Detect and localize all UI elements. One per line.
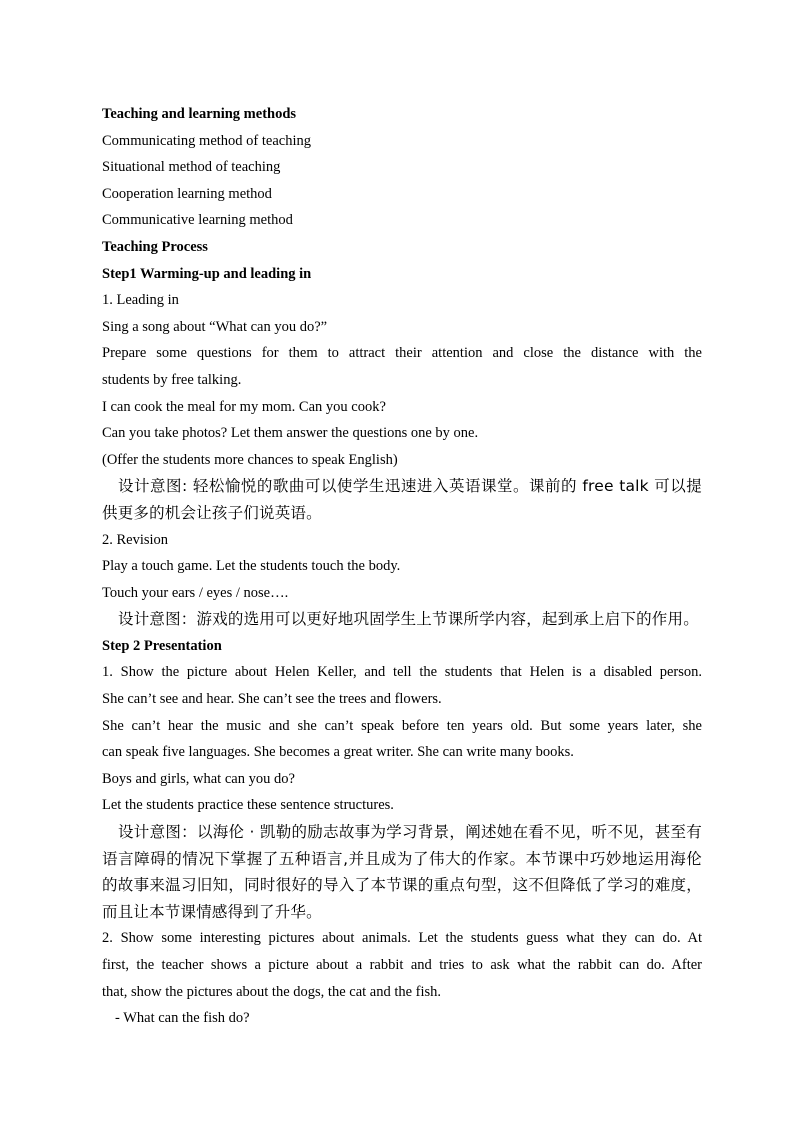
paragraph-line: 1. Show the picture about Helen Keller, and tell the students that Helen is a disabled person.	[102, 664, 702, 681]
paragraph-line: Boys and girls, what can you do?	[102, 770, 295, 787]
methods-heading: Teaching and learning methods	[102, 106, 297, 122]
design-note: 设计意图：游戏的选用可以更好地巩固学生上节课所学内容，起到承上启下的作用。	[118, 610, 699, 629]
paragraph-line: 2. Show some interesting pictures about animals. Let the students guess what they can do. At	[102, 930, 702, 947]
paragraph-line: Touch your ears / eyes / nose….	[102, 584, 289, 601]
paragraph-line: (Offer the students more chances to speak English)	[102, 451, 398, 468]
design-note: 设计意图: 轻松愉悦的歌曲可以使学生迅速进入英语课堂。课前的 free talk 可以提供更多的机会让孩子们说英语。	[102, 477, 702, 522]
paragraph-line: can speak five languages. She becomes a great writer. She can write many books.	[102, 744, 574, 761]
process-heading: Teaching Process	[102, 238, 208, 255]
method-item: Situational method of teaching	[102, 159, 281, 176]
paragraph-line: first, the teacher shows a picture about a rabbit and tries to ask what the rabbit can do. After	[102, 957, 702, 973]
paragraph-line: that, show the pictures about the dogs, the cat and the fish.	[102, 983, 442, 1000]
document-body	[102, 101, 702, 1032]
paragraph-line: Play a touch game. Let the students touch the body.	[102, 558, 401, 575]
paragraph-line: She can’t see and hear. She can’t see the trees and flowers.	[102, 691, 442, 708]
step2-heading: Step 2 Presentation	[102, 637, 222, 654]
method-item: Cooperation learning method	[102, 185, 272, 202]
paragraph-line: - What can the fish do?	[115, 1010, 250, 1027]
step1-heading: Step1 Warming-up and leading in	[102, 265, 312, 282]
list-item: 1. Leading in	[102, 292, 179, 309]
paragraph-line: students by free talking.	[102, 371, 242, 388]
paragraph-line: Let the students practice these sentence structures.	[102, 797, 394, 814]
method-item: Communicating method of teaching	[102, 132, 311, 149]
list-item: 2. Revision	[102, 531, 169, 548]
design-note: 设计意图：以海伦 · 凯勒的励志故事为学习背景，阐述她在看不见，听不见，甚至有语言障碍的情况下掌握了五种语言,并且成为了伟大的作家。本节课中巧妙地运用海伦的故事来温习旧知，同时很好的导入了本节课的重点句型，这不但降低了学习的难度，而且让本节课情感得到了升华。	[102, 823, 702, 921]
paragraph-line: She can’t hear the music and she can’t speak before ten years old. But some years later, she	[102, 717, 702, 734]
paragraph-line: I can cook the meal for my mom. Can you cook?	[102, 398, 386, 415]
paragraph-line: Sing a song about “What can you do?”	[102, 318, 328, 335]
paragraph-line: Prepare some questions for them to attract their attention and close the distance with the	[102, 345, 702, 362]
method-item: Communicative learning method	[102, 212, 293, 229]
paragraph-line: Can you take photos? Let them answer the questions one by one.	[102, 425, 479, 442]
